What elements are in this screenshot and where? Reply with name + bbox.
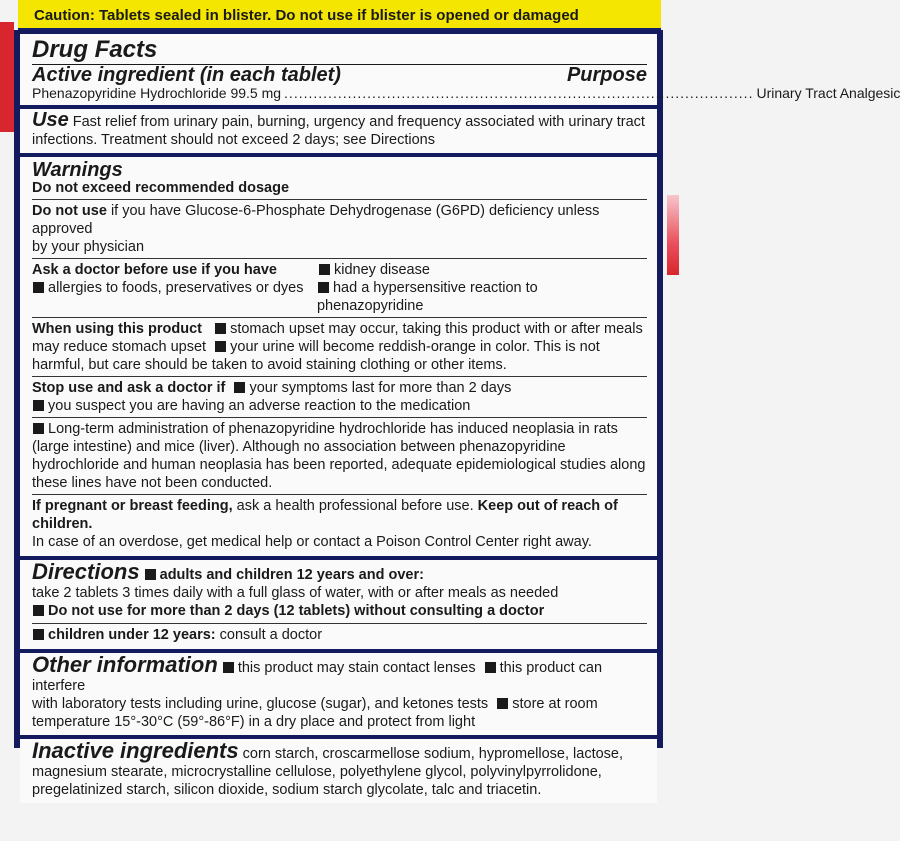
bullet-icon bbox=[223, 662, 234, 673]
when-using-text-3: harmful, but care should be taken to avoid staining clothing or other items. bbox=[32, 357, 507, 373]
inactive-text-1: corn starch, croscarmellose sodium, hypromellose, lactose, bbox=[242, 746, 624, 762]
other-info-text-2a: with laboratory tests including urine, glucose (sugar), and ketones tests bbox=[32, 696, 489, 712]
long-term-text-2: (large intestine) and mice (liver). Although no association between phenazopyridine bbox=[32, 439, 566, 455]
long-term-section bbox=[32, 418, 647, 494]
other-info-text-2b: store at room bbox=[512, 696, 598, 712]
ingredient-purpose: Urinary Tract Analgesic bbox=[756, 85, 900, 101]
use-text-2: infections. Treatment should not exceed 2 days; see Directions bbox=[32, 132, 435, 148]
bullet-icon bbox=[145, 569, 156, 580]
inactive-text-2: magnesium stearate, microcrystalline cellulose, polyethylene glycol, polyvinylpyrrolidone, bbox=[32, 764, 602, 780]
ask-kidney: kidney disease bbox=[334, 262, 430, 278]
other-info-text-3: temperature 15°-30°C (59°-86°F) in a dry place and protect from light bbox=[32, 714, 476, 730]
bullet-icon bbox=[234, 382, 245, 393]
bullet-icon bbox=[33, 282, 44, 293]
package-red-edge-right bbox=[667, 195, 679, 275]
bullet-icon bbox=[33, 605, 44, 616]
bullet-icon bbox=[215, 341, 226, 352]
warnings-box bbox=[20, 157, 657, 556]
stop-use-text-2: you suspect you are having an adverse reaction to the medication bbox=[48, 398, 471, 414]
bullet-icon bbox=[319, 264, 330, 275]
do-not-use-text-2: by your physician bbox=[32, 239, 145, 255]
other-info-box bbox=[20, 653, 657, 735]
do-not-use-section bbox=[32, 200, 647, 258]
bullet-icon bbox=[318, 282, 329, 293]
stop-use-text-1: your symptoms last for more than 2 days bbox=[249, 380, 512, 396]
other-info-text-1b: this product can interfere bbox=[32, 660, 603, 694]
do-not-use-label: Do not use bbox=[32, 203, 107, 219]
drug-facts-title: Drug Facts bbox=[32, 36, 158, 63]
dosage-warning: Do not exceed recommended dosage bbox=[32, 180, 290, 196]
other-info-text-1a: this product may stain contact lenses bbox=[237, 660, 476, 676]
inactive-ingredients-box bbox=[20, 739, 657, 803]
children-text: consult a doctor bbox=[219, 627, 323, 643]
stop-use-section bbox=[32, 377, 647, 417]
keep-out-of-reach: Keep out of reach of children. bbox=[32, 498, 618, 532]
long-term-text-4: these lines have not been conducted. bbox=[32, 475, 273, 491]
warnings-heading: Warnings bbox=[32, 159, 123, 181]
use-heading: Use bbox=[32, 109, 69, 131]
ask-allergies: allergies to foods, preservatives or dyes bbox=[48, 280, 304, 296]
use-text-1: Fast relief from urinary pain, burning, urgency and frequency associated with urinary tract bbox=[72, 114, 645, 130]
adults-text: take 2 tablets 3 times daily with a full glass of water, with or after meals as needed bbox=[32, 585, 559, 601]
bullet-icon bbox=[33, 400, 44, 411]
ask-hypersensitive: had a hypersensitive reaction to phenazopyridine bbox=[316, 280, 538, 314]
leader-dots: ................................................................................................ bbox=[284, 85, 754, 101]
ingredient-name: Phenazopyridine Hydrochloride 99.5 mg bbox=[32, 85, 282, 101]
adults-label: adults and children 12 years and over: bbox=[159, 567, 424, 583]
package-red-edge-left bbox=[0, 22, 14, 132]
directions-box bbox=[20, 560, 657, 649]
no-more-than-warning: Do not use for more than 2 days (12 tablets) without consulting a doctor bbox=[48, 603, 545, 619]
inactive-text-3: pregelatinized starch, silicon dioxide, sodium starch glycolate, talc and triacetin. bbox=[32, 782, 542, 798]
active-ingredient-box bbox=[20, 34, 900, 105]
pregnancy-label: If pregnant or breast feeding, bbox=[32, 498, 233, 514]
overdose-text: In case of an overdose, get medical help or contact a Poison Control Center right away. bbox=[32, 534, 592, 550]
drug-facts-panel bbox=[14, 30, 900, 798]
pregnancy-text: ask a health professional before use. bbox=[236, 498, 474, 514]
caution-banner: Caution: Tablets sealed in blister. Do not use if blister is opened or damaged bbox=[18, 0, 661, 30]
bullet-icon bbox=[33, 423, 44, 434]
long-term-text-1: Long-term administration of phenazopyridine hydrochloride has induced neoplasia in rats bbox=[48, 421, 618, 437]
when-using-label: When using this product bbox=[32, 321, 202, 337]
do-not-use-text: if you have Glucose-6-Phosphate Dehydrogenase (G6PD) deficiency unless approved bbox=[32, 203, 600, 237]
use-box bbox=[20, 109, 657, 153]
bullet-icon bbox=[497, 698, 508, 709]
when-using-text-1: stomach upset may occur, taking this product with or after meals bbox=[230, 321, 643, 337]
when-using-text-2b: your urine will become reddish-orange in color. This is not bbox=[230, 339, 600, 355]
when-using-section bbox=[32, 318, 647, 376]
long-term-text-3: hydrochloride and human neoplasia has been reported, adequate epidemiological studies along bbox=[32, 457, 646, 473]
inactive-heading: Inactive ingredients bbox=[32, 738, 239, 763]
active-ingredient-heading: Active ingredient (in each tablet) bbox=[32, 64, 341, 86]
bullet-icon bbox=[485, 662, 496, 673]
pregnancy-section bbox=[32, 495, 647, 553]
ask-doctor-label: Ask a doctor before use if you have bbox=[32, 262, 277, 278]
bullet-icon bbox=[33, 629, 44, 640]
ask-doctor-section bbox=[32, 259, 647, 317]
children-label: children under 12 years: bbox=[48, 627, 216, 643]
directions-heading: Directions bbox=[32, 559, 140, 584]
when-using-text-2a: may reduce stomach upset bbox=[32, 339, 207, 355]
bullet-icon bbox=[215, 323, 226, 334]
stop-use-label: Stop use and ask a doctor if bbox=[32, 380, 226, 396]
other-info-heading: Other information bbox=[32, 652, 218, 677]
purpose-heading: Purpose bbox=[566, 64, 647, 86]
